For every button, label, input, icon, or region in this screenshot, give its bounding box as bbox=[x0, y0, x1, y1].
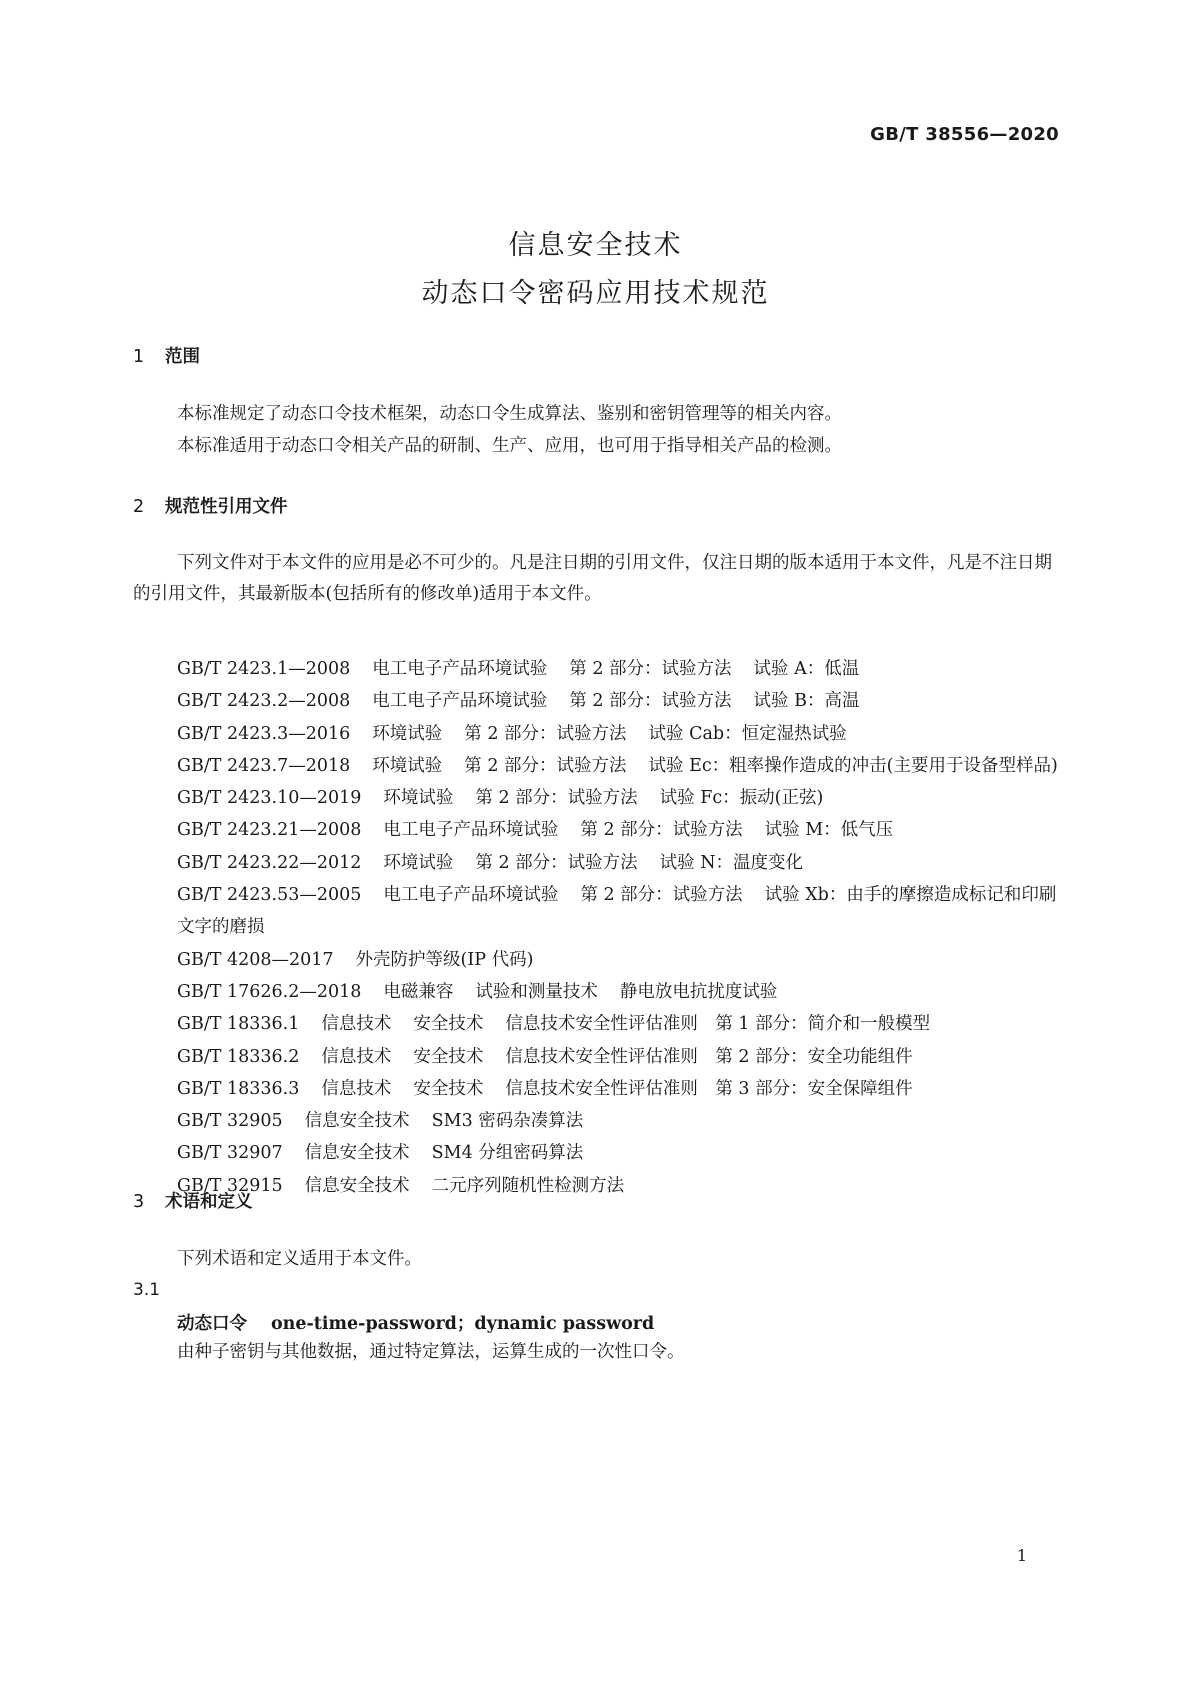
section-1-paragraph-1: 本标准规定了动态口令技术框架，动态口令生成算法、鉴别和密钥管理等的相关内容。 bbox=[177, 404, 842, 424]
term-definition: 由种子密钥与其他数据，通过特定算法，运算生成的一次性口令。 bbox=[177, 1342, 685, 1362]
reference-item: GB/T 2423.21—2008 电工电子产品环境试验 第 2 部分：试验方法 试验 M：低气压 bbox=[177, 820, 894, 841]
reference-item: GB/T 2423.2—2008 电工电子产品环境试验 第 2 部分：试验方法 试验 B：高温 bbox=[177, 691, 860, 712]
reference-item: GB/T 2423.3—2016 环境试验 第 2 部分：试验方法 试验 Cab：恒定湿热试验 bbox=[177, 723, 847, 744]
title-line-1: 信息安全技术 bbox=[508, 230, 683, 261]
reference-item: GB/T 4208—2017 外壳防护等级(IP 代码) bbox=[177, 949, 534, 970]
term-number: 3.1 bbox=[133, 1280, 161, 1300]
section-title: 术语和定义 bbox=[165, 1192, 253, 1212]
reference-item: GB/T 18336.3 信息技术 安全技术 信息技术安全性评估准则 第 3 部分：安全保障组件 bbox=[177, 1078, 913, 1099]
reference-item: GB/T 32907 信息安全技术 SM4 分组密码算法 bbox=[177, 1143, 584, 1164]
document-title bbox=[0, 222, 1191, 318]
reference-item: GB/T 2423.1—2008 电工电子产品环境试验 第 2 部分：试验方法 试验 A：低温 bbox=[177, 659, 860, 679]
reference-list bbox=[133, 653, 1073, 1202]
section-3-intro: 下列术语和定义适用于本文件。 bbox=[177, 1249, 422, 1269]
reference-item: GB/T 2423.7—2018 环境试验 第 2 部分：试验方法 试验 Ec：粗率操作造成的冲击(主要用于设备型样品) bbox=[177, 755, 1058, 776]
term-name-en: one-time-password；dynamic password bbox=[271, 1314, 655, 1334]
section-3-heading bbox=[133, 1188, 253, 1213]
section-number: 1 bbox=[133, 347, 145, 367]
section-number: 3 bbox=[133, 1192, 145, 1212]
section-1-paragraph-2: 本标准适用于动态口令相关产品的研制、生产、应用，也可用于指导相关产品的检测。 bbox=[177, 436, 842, 456]
reference-item: GB/T 2423.10—2019 环境试验 第 2 部分：试验方法 试验 Fc：振动(正弦) bbox=[177, 788, 824, 809]
standard-code: GB/T 38556—2020 bbox=[870, 124, 1059, 145]
reference-item: GB/T 32915 信息安全技术 二元序列随机性检测方法 bbox=[177, 1175, 625, 1196]
reference-item: GB/T 2423.53—2005 电工电子产品环境试验 第 2 部分：试验方法 试验 Xb：由手的摩擦造成标记和印刷文字的磨损 bbox=[177, 885, 1057, 938]
section-2-intro: 下列文件对于本文件的应用是必不可少的。凡是注日期的引用文件，仅注日期的版本适用于本文件，凡是不注日期的引用文件，其最新版本(包括所有的修改单)适用于本文件。 bbox=[133, 553, 1052, 604]
section-2-heading bbox=[133, 493, 288, 518]
reference-item: GB/T 18336.1 信息技术 安全技术 信息技术安全性评估准则 第 1 部分：简介和一般模型 bbox=[177, 1014, 931, 1035]
section-title: 规范性引用文件 bbox=[165, 497, 288, 517]
section-number: 2 bbox=[133, 497, 145, 517]
reference-item: GB/T 32905 信息安全技术 SM3 密码杂凑算法 bbox=[177, 1111, 584, 1132]
title-line-2: 动态口令密码应用技术规范 bbox=[421, 278, 770, 309]
page-number: 1 bbox=[1016, 1546, 1027, 1565]
term-name-cn: 动态口令 bbox=[177, 1314, 247, 1334]
reference-item: GB/T 2423.22—2012 环境试验 第 2 部分：试验方法 试验 N：温度变化 bbox=[177, 852, 804, 873]
section-title: 范围 bbox=[165, 347, 200, 367]
reference-item: GB/T 18336.2 信息技术 安全技术 信息技术安全性评估准则 第 2 部分：安全功能组件 bbox=[177, 1046, 913, 1067]
reference-item: GB/T 17626.2—2018 电磁兼容 试验和测量技术 静电放电抗扰度试验 bbox=[177, 981, 778, 1002]
section-1-heading bbox=[133, 343, 200, 368]
term-heading bbox=[177, 1310, 654, 1335]
